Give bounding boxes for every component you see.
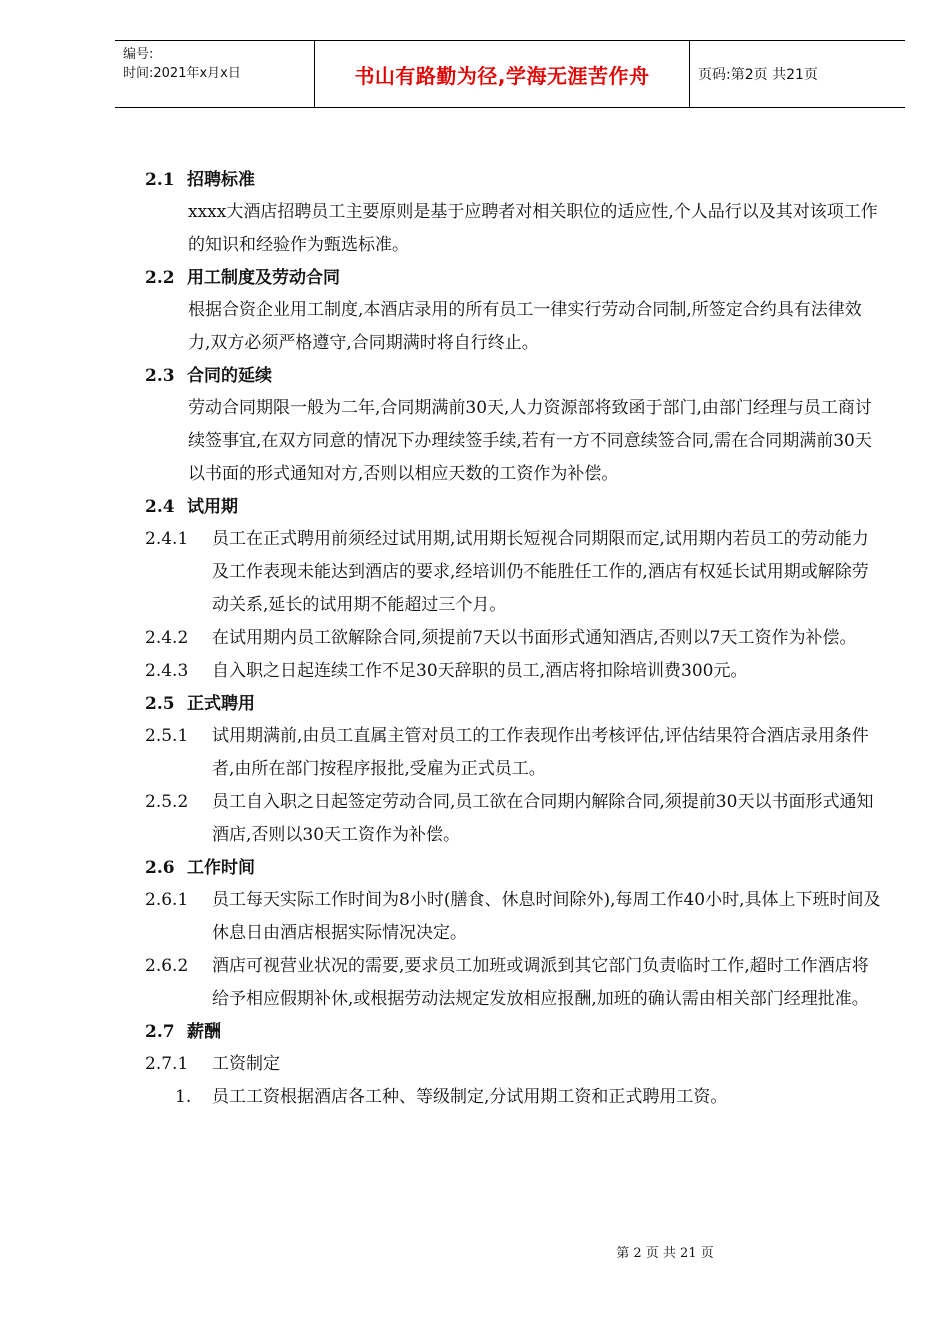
subsection-item: [145, 1048, 882, 1081]
list-item-number: 1.: [175, 1087, 192, 1107]
section-heading: [145, 491, 885, 523]
section-paragraph: 根据合资企业用工制度,本酒店录用的所有员工一律实行劳动合同制,所签定合约具有法律效力,双方必须严格遵守,合同期满时将自行终止。: [188, 300, 862, 353]
subsection-item: [145, 523, 882, 622]
subsection-number: 2.4.2: [145, 628, 189, 648]
section-number: 2.6: [145, 858, 175, 878]
section-title: 正式聘用: [187, 694, 255, 714]
header-number-label: 编号:: [123, 47, 154, 62]
section-heading: [145, 164, 885, 196]
header-page-info: 页码:第2页 共21页: [698, 67, 818, 83]
subsection-item: [145, 786, 882, 852]
subsection-text: 员工每天实际工作时间为8小时(膳食、休息时间除外),每周工作40小时,具体上下班时间及休息日由酒店根据实际情况决定。: [212, 890, 881, 943]
subsection-number: 2.7.1: [145, 1054, 189, 1074]
subsection-text: 工资制定: [212, 1054, 280, 1074]
section-number: 2.2: [145, 268, 175, 288]
section-paragraph: xxxx大酒店招聘员工主要原则是基于应聘者对相关职位的适应性,个人品行以及其对该项工作的知识和经验作为甄选标准。: [188, 202, 878, 255]
subsection-text: 酒店可视营业状况的需要,要求员工加班或调派到其它部门负责临时工作,超时工作酒店将给予相应假期补休,或根据劳动法规定发放相应报酬,加班的确认需由相关部门经理批准。: [212, 956, 869, 1009]
section-number: 2.1: [145, 170, 175, 190]
header-meta: [115, 41, 315, 107]
section-title: 工作时间: [187, 858, 255, 878]
section-heading: [145, 1016, 885, 1048]
subsection-number: 2.5.1: [145, 726, 189, 746]
page-footer: 第 2 页 共 21 页: [616, 1246, 714, 1261]
subsection-number: 2.4.3: [145, 661, 189, 681]
subsection-item: [145, 884, 882, 950]
section-heading: [145, 262, 885, 294]
subsection-text: 在试用期内员工欲解除合同,须提前7天以书面形式通知酒店,否则以7天工资作为补偿。: [212, 628, 857, 648]
section-heading: [145, 852, 885, 884]
subsection-item: [145, 720, 882, 786]
section-title: 用工制度及劳动合同: [187, 268, 340, 288]
subsection-item: [145, 655, 882, 688]
subsection-text: 员工在正式聘用前须经过试用期,试用期长短视合同期限而定,试用期内若员工的劳动能力及工作表现未能达到酒店的要求,经培训仍不能胜任工作的,酒店有权延长试用期或解除劳动关系,延长的试用期不能超过三个月。: [212, 529, 869, 615]
section-heading: [145, 360, 885, 392]
subsection-item: [145, 950, 882, 1016]
document-body: [145, 164, 885, 1114]
section-title: 合同的延续: [187, 366, 272, 386]
section-title: 试用期: [187, 497, 238, 517]
header-time-label: 时间:2021年x月x日: [123, 66, 241, 81]
list-item-text: 员工工资根据酒店各工种、等级制定,分试用期工资和正式聘用工资。: [212, 1087, 728, 1107]
section-title: 招聘标准: [187, 170, 255, 190]
section-heading: [145, 688, 885, 720]
subsection-item: [145, 622, 882, 655]
section-number: 2.7: [145, 1022, 175, 1042]
numbered-list-item: [145, 1081, 885, 1114]
subsection-text: 员工自入职之日起签定劳动合同,员工欲在合同期内解除合同,须提前30天以书面形式通知酒店,否则以30天工资作为补偿。: [212, 792, 874, 845]
section-number: 2.5: [145, 694, 175, 714]
section-number: 2.4: [145, 497, 175, 517]
header-motto: 书山有路勤为径,学海无涯苦作舟: [315, 41, 690, 107]
subsection-text: 试用期满前,由员工直属主管对员工的工作表现作出考核评估,评估结果符合酒店录用条件者,由所在部门按程序报批,受雇为正式员工。: [212, 726, 869, 779]
subsection-text: 自入职之日起连续工作不足30天辞职的员工,酒店将扣除培训费300元。: [212, 661, 748, 681]
section-title: 薪酬: [187, 1022, 221, 1042]
subsection-number: 2.6.2: [145, 956, 189, 976]
subsection-number: 2.6.1: [145, 890, 189, 910]
subsection-number: 2.5.2: [145, 792, 189, 812]
subsection-number: 2.4.1: [145, 529, 189, 549]
section-number: 2.3: [145, 366, 175, 386]
section-paragraph: 劳动合同期限一般为二年,合同期满前30天,人力资源部将致函于部门,由部门经理与员工商讨续签事宜,在双方同意的情况下办理续签手续,若有一方不同意续签合同,需在合同期满前30天以书面的形式通知对方,否则以相应天数的工资作为补偿。: [188, 398, 872, 484]
document-header: [115, 40, 905, 108]
